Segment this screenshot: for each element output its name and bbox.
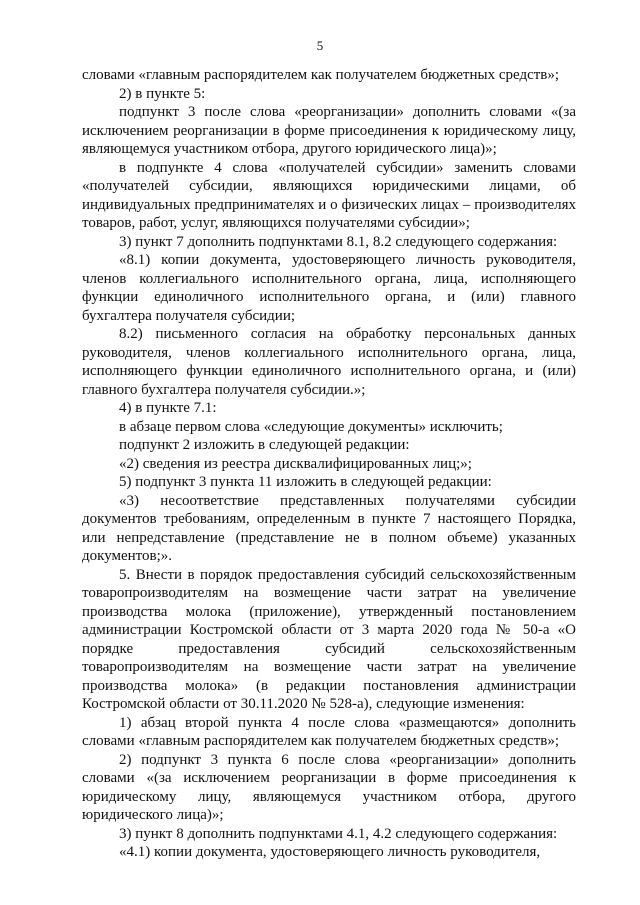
paragraph: 5. Внести в порядок предоставления субсидий сельскохозяйственным товаропроизводителям на возмещение части затрат на увеличение производства молока (приложение), утвержденный постановлением администрации Костромской области от 3 марта 2020 года № 50-а «О порядке предоставления субсидий сельскохозяйственным товаропроизводителям на возмещение части затрат на увеличение производства молока» (в редакции постановления администрации Костромской области от 30.11.2020 № 528-а), следующие изменения: — [82, 566, 576, 712]
paragraph: в абзаце первом слова «следующие документы» исключить; — [119, 418, 503, 435]
document-body — [82, 66, 576, 862]
paragraph: 4) в пункте 7.1: — [119, 400, 217, 416]
paragraph: 5) подпункт 3 пункта 11 изложить в следующей редакции: — [119, 474, 492, 490]
paragraph: «2) сведения из реестра дисквалифицированных лиц;»; — [119, 455, 472, 472]
paragraph: 2) подпункт 3 пункта 6 после слова «реорганизации» дополнить словами «(за исключением реорганизации в форме присоединения к юридическому лицу, являющемуся участником отбора, другого юридического лица)»; — [82, 751, 576, 823]
paragraph: подпункт 3 после слова «реорганизации» дополнить словами «(за исключением реорганизации в форме присоединения к юридическому лицу, являющемуся участником отбора, другого юридического лица)»; — [82, 104, 576, 157]
page-number: 5 — [316, 38, 324, 53]
paragraph: 1) абзац второй пункта 4 после слова «размещаются» дополнить словами «главным распорядителем как получателем бюджетных средств»; — [82, 714, 576, 749]
paragraph: «8.1) копии документа, удостоверяющего личность руководителя, членов коллегиального исполнительного органа, лица, исполняющего функции единоличного исполнительного органа, и (или) главного бухгалтера получателя субсидии; — [82, 252, 576, 324]
paragraph: подпункт 2 изложить в следующей редакции: — [119, 437, 410, 453]
paragraph: словами «главным распорядителем как получателем бюджетных средств»; — [82, 67, 560, 83]
paragraph: 3) пункт 7 дополнить подпунктами 8.1, 8.2 следующего содержания: — [119, 233, 558, 250]
paragraph: 2) в пункте 5: — [119, 85, 206, 102]
paragraph: 3) пункт 8 дополнить подпунктами 4.1, 4.2 следующего содержания: — [119, 825, 558, 842]
paragraph: 8.2) письменного согласия на обработку персональных данных руководителя, членов коллегиального исполнительного органа, лица, исполняющего функции единоличного исполнительного органа, и (или) главного бухгалтера получателя субсидии.»; — [82, 326, 576, 398]
paragraph: «3) несоответствие представленных получателями субсидии документов требованиям, определенным в пункте 7 настоящего Порядка, или непредставление (представление не в полном объеме) указанных документов;». — [82, 492, 576, 564]
paragraph: «4.1) копии документа, удостоверяющего личность руководителя, — [119, 844, 541, 860]
paragraph: в подпункте 4 слова «получателей субсидии» заменить словами «получателей субсидии, являющихся юридическими лицами, об индивидуальных предпринимателях и о физических лицах – производителях товаров, работ, услуг, являющихся получателями субсидии»; — [82, 159, 576, 231]
